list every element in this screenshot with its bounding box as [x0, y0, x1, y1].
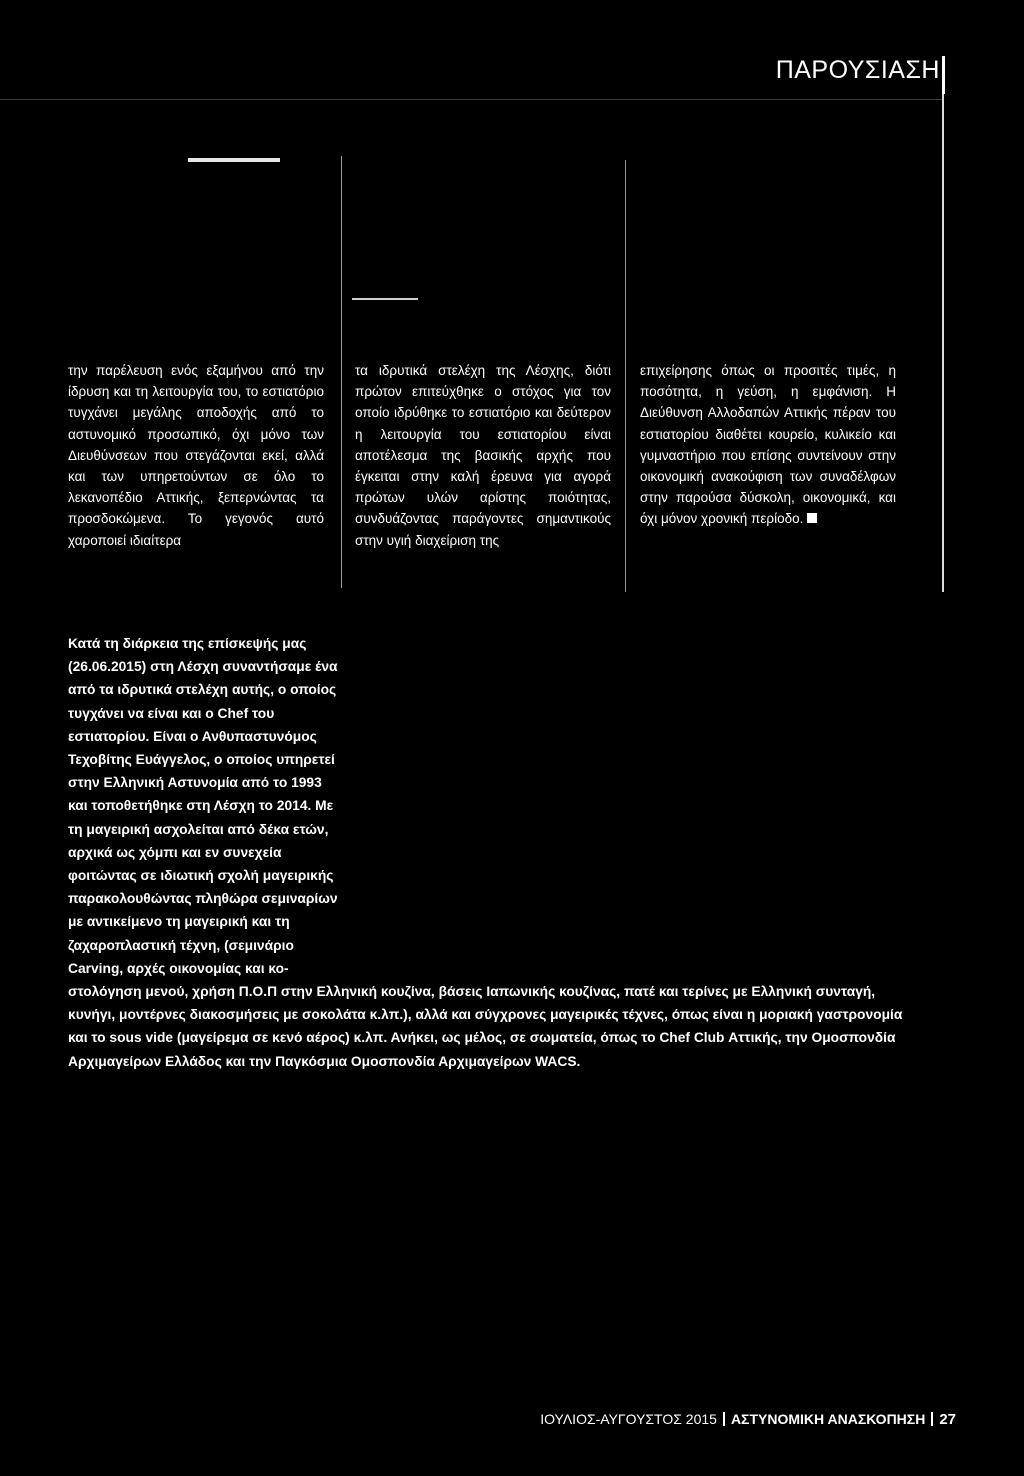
- decorative-rule-mid: [352, 298, 418, 300]
- footer-separator: [931, 1412, 933, 1426]
- column-1-text: την παρέλευση ενός εξαμήνου από την ίδρυση και τη λειτουργία του, το εστιατόριο τυγχάνει μεγάλης αποδοχής από το αστυνομικό προσωπικό, όχι μόνο των Διευθύνσεων που στεγάζονται εκεί, αλλά και των υπηρετούντων σε όλο το λεκανοπέδιο Αττικής, ξεπερνώντας τα προσδοκώμενα. Το γεγονός αυτό χαροποιεί ιδιαίτερα: [68, 363, 324, 548]
- text-column-2: [355, 360, 611, 551]
- column-divider-1: [341, 156, 342, 588]
- magazine-name: ΑΣΤΥΝΟΜΙΚΗ ΑΝΑΣΚΟΠΗΣΗ: [730, 1411, 926, 1427]
- section-title: ΠΑΡΟΥΣΙΑΣΗ: [775, 56, 940, 84]
- column-2-text: τα ιδρυτικά στελέχη της Λέσχης, διότι πρώτον επιτεύχθηκε ο στόχος για τον οποίο ιδρύθηκε το εστιατόριο και δεύτερον η λειτουργία του εστιατορίου είναι αποτέλεσμα της βασικής αρχής που έγκειται στην καλή έρευνα για αγορά πρώτων υλών αρίστης ποιότητας, συνδυάζοντας παράγοντες σημαντικούς στην υγιή διαχείριση της: [355, 363, 611, 548]
- chef-bio-full-text: στολόγηση μενού, χρήση Π.Ο.Π στην Ελληνική κουζίνα, βάσεις Ιαπωνικής κουζίνας, πατέ και τερίνες με Ελληνική συνταγή, κυνήγι, μοντέρνες διακοσμήσεις με σοκολάτα κ.λπ.), αλλά και σύγχρονες μαγειρικές τέχνες, όπως είναι η μοριακή γαστρονομία και το sous vide (μαγείρεμα σε κενό αέρος) κ.λπ. Ανήκει, ως μέλος, σε σωματεία, όπως το Chef Club Αττικής, την Ομοσπονδία Αρχιμαγείρων Ελλάδος και την Παγκόσμια Ομοσπονδία Αρχιμαγείρων WACS.: [68, 984, 903, 1069]
- end-of-article-mark: [807, 513, 817, 523]
- column-3-text: επιχείρησης όπως οι προσιτές τιμές, η ποσότητα, η γεύση, η εμφάνιση. Η Διεύθυνση Αλλοδαπών Αττικής πέραν του εστιατορίου διαθέτει κουρείο, κυλικείο και γυμναστήριο που επίσης συντείνουν στην οικονομική ανακούφιση των συναδέλφων στην παρούσα δύσκολη, οικονομικά, και όχι μόνον χρονική περίοδο.: [640, 363, 896, 527]
- section-title-bar: [942, 56, 945, 94]
- page-header: [0, 0, 1024, 100]
- chef-bio-column-text: Κατά τη διάρκεια της επίσκεψής μας (26.06.2015) στη Λέσχη συναντήσαμε ένα από τα ιδρυτικά στελέχη αυτής, ο οποίος τυγχάνει να είναι και ο Chef του εστιατορίου. Είναι ο Ανθυπαστυνόμος Τεχοβίτης Ευάγγελος, ο οποίος υπηρετεί στην Ελληνική Αστυνομία από το 1993 και τοποθετήθηκε στη Λέσχη το 2014. Με τη μαγειρική ασχολείται από δέκα ετών, αρχικά ως χόμπι και εν συνεχεία φοιτώντας σε ιδιωτική σχολή μαγειρικής παρακολουθώντας πληθώρα σεμιναρίων με αντικείμενο τη μαγειρική και τη ζαχαροπλαστική τέχνη, (σεμινάριο Carving, αρχές οικονομίας και κο-: [68, 636, 338, 976]
- right-frame-line: [942, 94, 944, 592]
- issue-date: ΙΟΥΛΙΟΣ-ΑΥΓΟΥΣΤΟΣ 2015: [540, 1411, 717, 1427]
- decorative-rule-top: [188, 158, 280, 162]
- chef-bio: [68, 632, 908, 1073]
- column-divider-2: [625, 160, 626, 592]
- footer-separator: [723, 1412, 725, 1426]
- text-column-1: [68, 360, 324, 551]
- header-rule: [0, 99, 942, 100]
- text-column-3: [640, 360, 896, 530]
- page-footer: [540, 1411, 956, 1428]
- page-number: 27: [939, 1411, 956, 1428]
